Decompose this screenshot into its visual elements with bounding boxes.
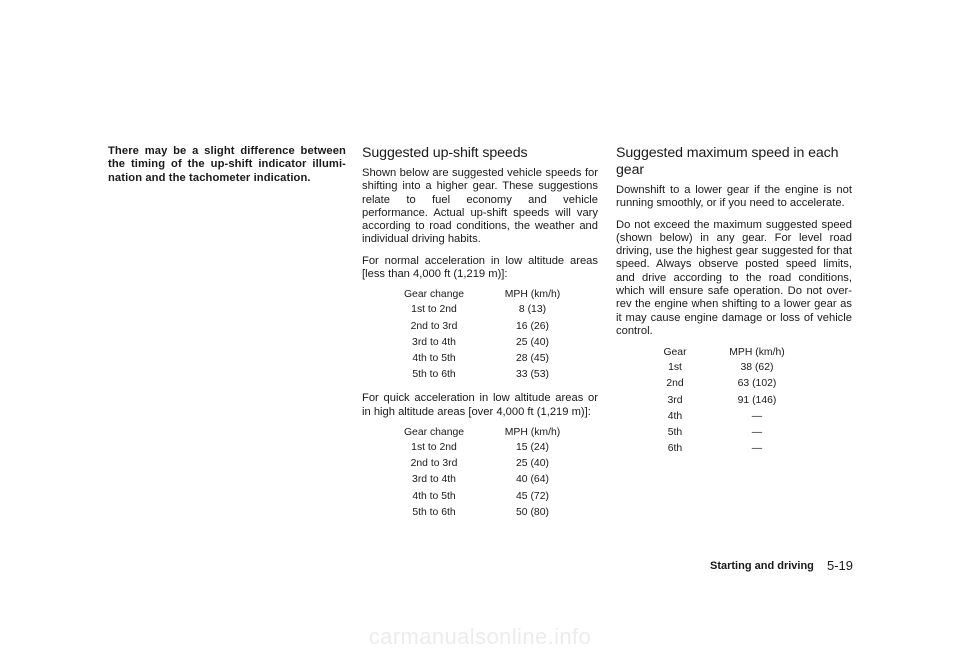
upshift-heading: Suggested up-shift speeds: [362, 145, 528, 161]
speed-cell: —: [751, 443, 763, 455]
watermark: carmanualsonline.info: [368, 624, 592, 649]
gear-change-cell: 5th to 6th: [412, 369, 456, 381]
table-row: [652, 393, 816, 409]
speed-cell: —: [751, 427, 763, 439]
downshift-paragraph: Downshift to a lower gear if the engine is not running smoothly, or if you need to accelerate.: [616, 184, 852, 210]
gear-change-cell: 4th to 5th: [412, 352, 456, 364]
table-row: [388, 302, 585, 318]
max-speed-table: [652, 345, 816, 457]
column-header-speed: MPH (km/h): [504, 426, 561, 438]
gear-change-cell: 4th to 5th: [412, 490, 456, 502]
right-column: [616, 145, 852, 466]
speed-cell: 15 (24): [516, 441, 549, 453]
max-speed-heading: Suggested maximum speed in each gear: [616, 145, 839, 178]
speed-cell: 33 (53): [516, 369, 549, 381]
column-header-gear-change: Gear change: [403, 289, 465, 301]
table-row: [388, 351, 585, 367]
table-row: [388, 440, 585, 456]
gear-cell: 4th: [667, 410, 683, 422]
table-row: [388, 489, 585, 505]
speed-cell: 63 (102): [737, 378, 777, 390]
speed-cell: 8 (13): [518, 304, 547, 316]
gear-change-cell: 2nd to 3rd: [410, 458, 458, 470]
normal-acceleration-intro: For normal acceleration in low altitude areas [less than 4,000 ft (1,219 m)]:: [362, 254, 598, 281]
table-header-row: [652, 345, 816, 360]
gear-cell: 3rd: [667, 394, 683, 406]
gear-cell: 6th: [667, 443, 683, 455]
speed-cell: 50 (80): [516, 506, 549, 518]
speed-cell: 38 (62): [740, 362, 774, 374]
middle-column: [362, 145, 598, 530]
footer-section-title: Starting and driving: [710, 560, 814, 572]
normal-acceleration-table: [388, 287, 585, 383]
speed-cell: 16 (26): [516, 320, 549, 332]
quick-acceleration-intro: For quick acceleration in low altitude areas or in high altitude areas [over 4,000 ft (1,219 m)]:: [362, 392, 598, 418]
table-row: [388, 319, 585, 335]
gear-cell: 1st: [668, 362, 682, 374]
table-row: [388, 367, 585, 383]
gear-cell: 5th: [667, 427, 683, 439]
up-shift-indicator-note: There may be a slight difference between the timing of the up-shift indicator illumi-nation and the tachometer indication.: [108, 145, 346, 184]
table-row: [652, 425, 816, 441]
speed-cell: 25 (40): [516, 336, 549, 348]
table-header-row: [388, 425, 585, 440]
column-header-speed: MPH (km/h): [504, 289, 561, 301]
gear-change-cell: 3rd to 4th: [412, 474, 456, 486]
gear-change-cell: 3rd to 4th: [412, 336, 456, 348]
speed-cell: 25 (40): [516, 458, 549, 470]
column-header-speed: MPH (km/h): [729, 347, 785, 359]
speed-cell: 40 (64): [516, 474, 549, 486]
table-row: [388, 456, 585, 472]
column-header-gear-change: Gear change: [403, 426, 465, 438]
left-column: [108, 145, 346, 185]
table-row: [652, 376, 816, 392]
table-row: [388, 335, 585, 351]
page-footer: [710, 556, 854, 576]
gear-change-cell: 1st to 2nd: [411, 304, 457, 316]
table-row: [652, 441, 816, 457]
table-row: [652, 360, 816, 376]
max-speed-paragraph: Do not exceed the maximum suggested speed (shown below) in any gear. For level road driving, use the highest gear suggested for that speed. Always observe posted speed limits, and drive according to the road conditions, which will ensure safe operation. Do not over-rev the engine when shifting to a lower gear as it may cause engine damage or loss of vehicle control.: [616, 218, 852, 337]
gear-cell: 2nd: [666, 378, 684, 390]
table-row: [652, 409, 816, 425]
table-row: [388, 505, 585, 521]
table-header-row: [388, 287, 585, 302]
table-row: [388, 472, 585, 488]
upshift-intro: Shown below are suggested vehicle speeds for shifting into a higher gear. These suggestions relate to fuel economy and vehicle performance. Actual up-shift speeds will vary according to road conditions, the weather and individual driving habits.: [362, 167, 598, 246]
column-header-gear: Gear: [663, 347, 687, 359]
page-number: 5-19: [827, 558, 854, 573]
gear-change-cell: 1st to 2nd: [411, 441, 457, 453]
gear-change-cell: 2nd to 3rd: [410, 320, 458, 332]
quick-acceleration-table: [388, 425, 585, 521]
speed-cell: 28 (45): [516, 352, 549, 364]
speed-cell: 45 (72): [516, 490, 549, 502]
speed-cell: 91 (146): [737, 394, 777, 406]
gear-change-cell: 5th to 6th: [412, 506, 456, 518]
speed-cell: —: [751, 410, 763, 422]
